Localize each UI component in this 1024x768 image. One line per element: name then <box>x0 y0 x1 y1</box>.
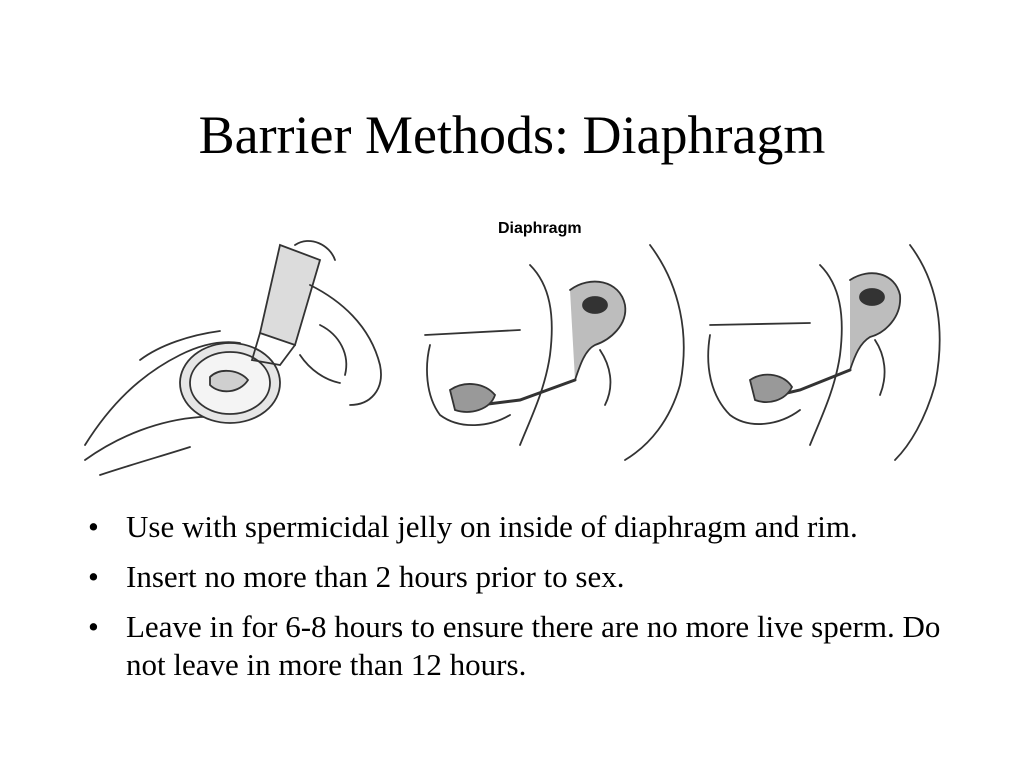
bullet-list <box>80 508 960 696</box>
bullet-text: Insert no more than 2 hours prior to sex. <box>126 559 625 594</box>
bullet-dot: • <box>88 609 99 644</box>
illustration-svg <box>80 205 950 495</box>
insertion-diagram-2 <box>708 245 939 460</box>
bullet-dot: • <box>88 559 99 594</box>
bullet-item <box>80 558 960 596</box>
insertion-diagram-1 <box>425 245 684 460</box>
bullet-item <box>80 608 960 684</box>
diaphragm-illustration <box>80 205 950 495</box>
slide-title: Barrier Methods: Diaphragm <box>198 105 826 165</box>
bullet-text: Leave in for 6-8 hours to ensure there are no more live sperm. Do not leave in more than 12 hours. <box>126 609 941 682</box>
figure-label: Diaphragm <box>498 220 582 237</box>
hand-holding-diaphragm-drawing <box>85 241 381 475</box>
bullet-item <box>80 508 960 546</box>
bullet-text: Use with spermicidal jelly on inside of diaphragm and rim. <box>126 509 858 544</box>
bullet-dot: • <box>88 509 99 544</box>
